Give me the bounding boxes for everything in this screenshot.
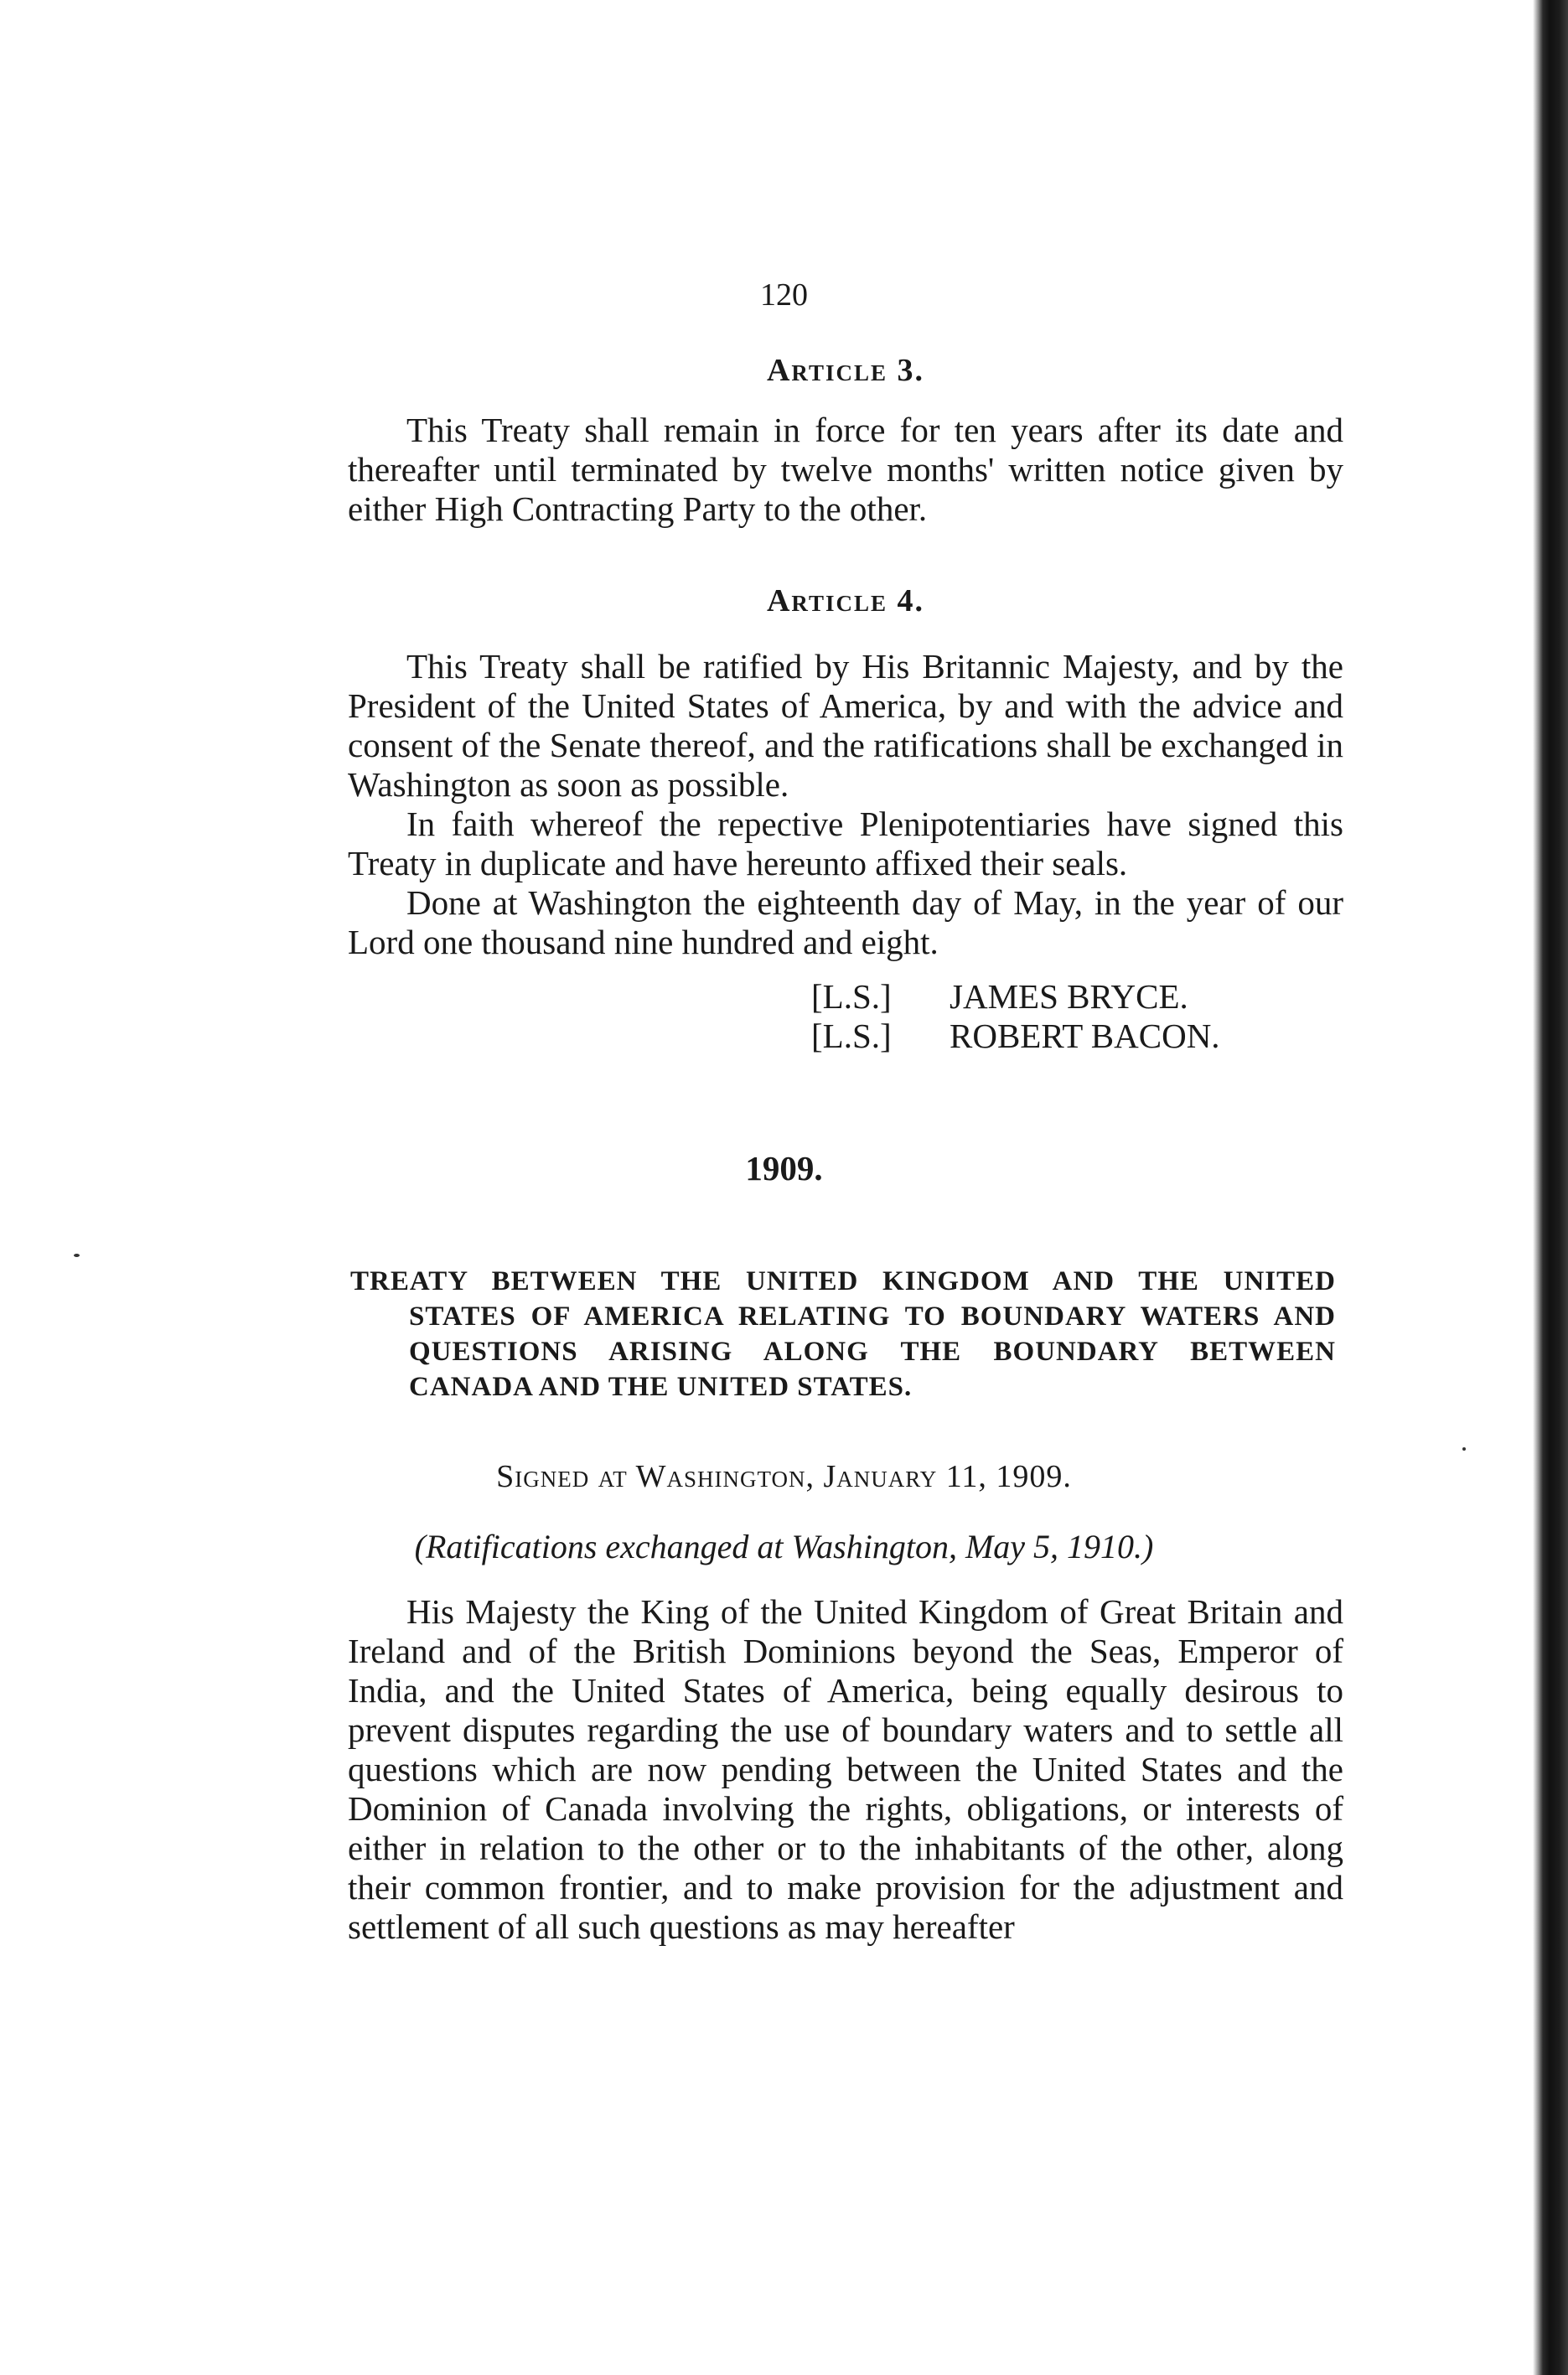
article-4-faith-paragraph: In faith whereof the repective Plenipotentiaries have signed this Treaty in duplicate and have hereunto affixed their seals. [348, 805, 1343, 882]
ratification-line: (Ratifications exchanged at Washington, May 5, 1910.) [414, 1528, 1154, 1565]
signatory-name: ROBERT BACON. [950, 1017, 1220, 1055]
article-4-heading: Article 4. [766, 583, 925, 618]
signed-line: Signed at Washington, January 11, 1909. [496, 1459, 1072, 1494]
scan-speck [74, 1254, 80, 1257]
treaty-preamble-section [348, 1592, 1343, 1947]
article-3-text: This Treaty shall remain in force for ten years after its date and thereafter until terminated by twelve months' written notice given by either High Contracting Party to the other. [348, 411, 1343, 528]
treaty-title: TREATY BETWEEN THE UNITED KINGDOM AND THE UNITED STATES OF AMERICA RELATING TO BOUNDARY WATERS AND QUESTIONS ARISING ALONG THE BOUNDARY BETWEEN CANADA AND THE UNITED STATES. [350, 1266, 1336, 1402]
page-number: 120 [760, 277, 808, 313]
article-4-ratification-paragraph: This Treaty shall be ratified by His Britannic Majesty, and by the President of the United States of America, by and with the advice and consent of the Senate thereof, and the ratifications shall be exchanged in Washington as soon as possible. [348, 647, 1343, 804]
signature-line [811, 977, 1188, 1017]
year-heading: 1909. [745, 1149, 823, 1188]
signatory-name: JAMES BRYCE. [950, 977, 1188, 1016]
article-3-section [348, 352, 1343, 389]
article-4-done-paragraph: Done at Washington the eighteenth day of May, in the year of our Lord one thousand nine hundred and eight. [348, 883, 1343, 961]
article-3-heading: Article 3. [766, 353, 925, 388]
signature-line [811, 1017, 1220, 1056]
treaty-preamble: His Majesty the King of the United Kingdom of Great Britain and Ireland and of the British Dominions beyond the Seas, Emperor of India, and the United States of America, being equally desirous to prevent disputes regarding the use of boundary waters and to settle all questions which are now pending between the United States and the Dominion of Canada involving the rights, obligations, or interests of either in relation to the other or to the inhabitants of the other, along their common frontier, and to make provision for the adjustment and settlement of all such questions as may hereafter [348, 1592, 1343, 1946]
article-4-section [348, 582, 1343, 619]
seal-mark: [L.S.] [811, 977, 892, 1016]
article-3-body [348, 411, 1343, 529]
scan-speck [1462, 1447, 1466, 1451]
seal-mark: [L.S.] [811, 1017, 892, 1055]
article-4-body [348, 647, 1343, 962]
